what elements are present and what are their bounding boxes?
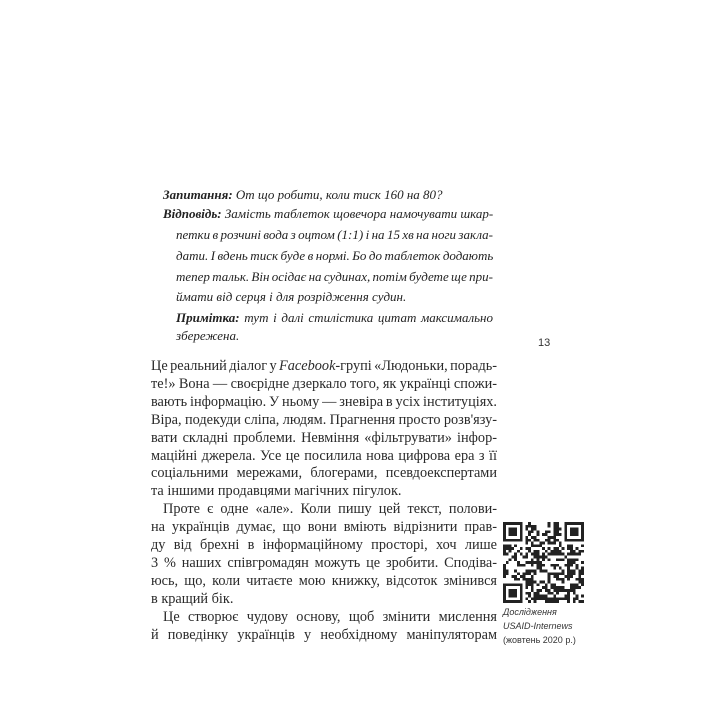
quote-answer-line: петки в розчині вода з оцтом (1:1) і на 15 хв на ноги закла-: [176, 227, 493, 242]
body-line: 3 % наших співгромадян можуть це зробити. Сподіва-: [151, 554, 497, 571]
body-line: та іншими продавцями магічних пігулок.: [151, 483, 402, 500]
qr-code-icon[interactable]: [503, 522, 584, 603]
body-text: -групі «Людоньки, порадь-: [335, 358, 497, 374]
quote-question: [163, 185, 443, 205]
answer-text: Замість таблеток щовечора намочувати шкар-: [221, 206, 494, 221]
quote-answer-line: [163, 204, 493, 224]
body-line: ду від брехні в інформаційному просторі, хоч лише: [151, 537, 497, 553]
body-line: маційні джерела. Усе це посилила нова цифрова ера з її: [151, 447, 497, 464]
question-text: От що робити, коли тиск 160 на 80?: [232, 187, 443, 202]
question-label: Запитання:: [163, 187, 233, 202]
sidenote-caption-line: Дослідження: [503, 607, 557, 617]
sidenote-caption-line: (жовтень 2020 р.): [503, 635, 576, 645]
body-line: Це створює чудову основу, щоб змінити мислення: [163, 608, 497, 625]
body-line: Віра, подекуди сліпа, людям. Прагнення просто розв'язу-: [151, 411, 497, 428]
body-line: юсь, що, коли читаєте мою книжку, відсоток змінився: [151, 572, 497, 589]
body-line: Проте є одне «але». Коли пишу цей текст, полови-: [163, 501, 497, 518]
body-line: соціальними мережами, блогерами, псевдоекспертами: [151, 465, 497, 482]
body-line: те!» Вона — своєрідне дзеркало того, як українці спожи-: [151, 375, 497, 392]
answer-label: Відповідь:: [163, 206, 222, 221]
quote-answer-line: дати. І вдень тиск буде в нормі. Бо до таблеток додають: [176, 248, 494, 263]
note-label: Примітка:: [176, 310, 240, 325]
body-line: [151, 357, 497, 375]
quote-answer-line: ймати від серця і для розрідження судин.: [176, 289, 407, 304]
quote-note: [176, 308, 493, 328]
body-line: вати складні проблеми. Невміння «фільтрувати» інфор-: [151, 429, 497, 446]
quote-answer-line: тепер тальк. Він осідає на судинах, потім будете ще при-: [176, 269, 493, 284]
quote-note-line: збережена.: [176, 328, 240, 343]
facebook-italic: Facebook: [279, 358, 336, 374]
body-line: в кращий бік.: [151, 590, 234, 607]
body-line: й поведінку українців у необхідному маніпуляторам: [151, 626, 497, 643]
page-number: 13: [538, 337, 551, 349]
body-text: Це реальний діалог у: [151, 358, 280, 374]
sidenote-caption-line: USAID-Internews: [503, 621, 573, 631]
body-line: на українців думає, що вони вміють відрізнити прав-: [151, 519, 497, 536]
note-text: тут і далі стилістика цитат максимально: [239, 310, 493, 325]
body-line: вають інформацію. У ньому — зневіра в усіх інституціях.: [151, 393, 497, 410]
